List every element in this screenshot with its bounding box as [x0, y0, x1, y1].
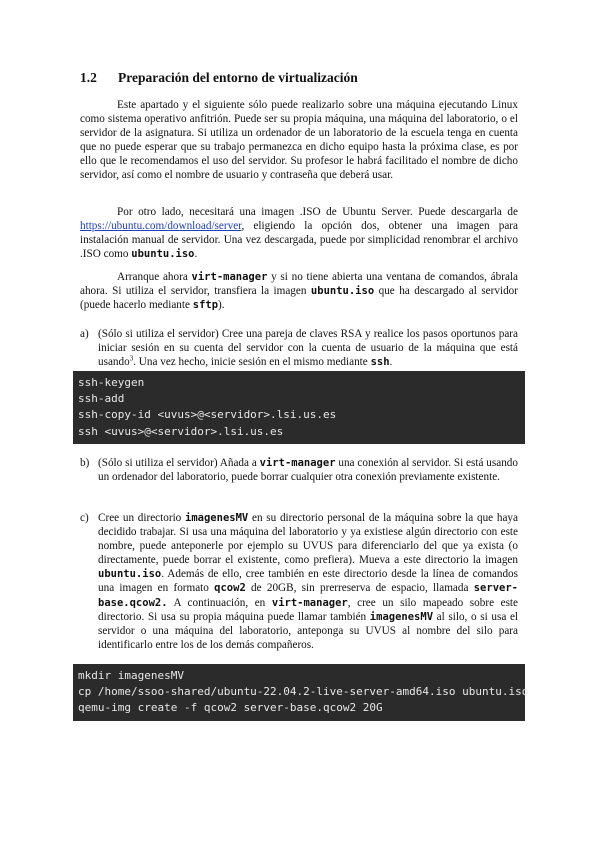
text: que ha descargado al servidor (puede hacerlo mediante — [80, 285, 518, 312]
inline-code-qcow2: qcow2 — [214, 582, 246, 595]
text: (Sólo si utiliza el servidor) Cree una pareja de claves RSA y realice los pasos oportunos para iniciar sesión en su cuenta del servidor con la cuenta de usuario de la máquina que está usando — [98, 328, 518, 369]
list-marker: a) — [80, 328, 89, 340]
text: , cree un silo mapeado sobre este directorio. Si usa su propia máquina puede llamar también — [98, 596, 519, 623]
inline-code-ubuntu-iso: ubuntu.iso — [310, 285, 375, 298]
text: . Además de ello, cree también en este directorio desde la línea de comandos una imagen en formato — [98, 568, 518, 595]
paragraph-virt-manager — [80, 270, 518, 312]
inline-code-virt-manager: virt-manager — [259, 457, 336, 469]
paragraph-intro: Este apartado y el siguiente sólo puede realizarlo sobre una máquina ejecutando Linux como sistema operativo anfitrión. Puede ser su propia máquina, una máquina del laboratorio, o el servidor de la asignatura. Si utiliza un ordenador de un laboratorio de la escuela tenga en cuenta que no puede esperar que su trabajo permanezca en dicho equipo hasta la próxima clase, es por ello que le recomendamos el uso del servidor. Su profesor le habrá facilitado el nombre de dicho servidor, así como el nombre de usuario y contraseña que deberá usar. — [80, 99, 518, 182]
text: , eligiendo la opción dos, obtener una imagen para instalación manual de servidor. Una vez descargada, puede por simplicidad renombrar el archivo .ISO como — [80, 220, 518, 261]
list-item-c — [80, 511, 518, 652]
list-item-a — [80, 327, 518, 369]
text: Cree un directorio — [98, 512, 186, 524]
code-line: ssh-copy-id <uvus>@<servidor>.lsi.us.es — [78, 408, 337, 422]
code-block-ssh — [73, 371, 525, 444]
text: en su directorio personal de la máquina sobre la que haya decidido trabajar. Si usa una máquina del laboratorio y ya existiese algún directorio con este nombre, puede anteponerle por ejemplo su UVUS para diferenciarlo del que ya exista (o directamente, puede borrar el existente, como prefiera). Mueva a este directorio la imagen — [98, 512, 518, 567]
inline-code-virt-manager: virt-manager — [191, 271, 268, 283]
text: Por otro lado, necesitará una imagen .ISO de Ubuntu Server. Puede descargarla de — [117, 206, 518, 218]
text: A continuación, en — [167, 596, 272, 609]
code-line: ssh-add — [78, 392, 125, 406]
text: . — [389, 356, 393, 369]
inline-code-server-base: server-base.qcow2. — [98, 582, 518, 609]
text: ). — [218, 299, 225, 312]
code-line: qemu-img create -f qcow2 server-base.qcow2 20G — [78, 701, 383, 715]
list-item-b — [80, 456, 518, 484]
code-line: mkdir imagenesMV — [78, 669, 184, 682]
text: y si no tiene abierta una ventana de comandos, ábrala ahora. Si utiliza el servidor, transfiera la imagen — [80, 271, 518, 298]
footnote-ref[interactable]: 3 — [129, 354, 134, 363]
text: Arranque ahora — [117, 271, 192, 283]
inline-code-ubuntu-iso: ubuntu.iso — [131, 248, 195, 261]
text: . — [194, 248, 198, 261]
text: (Sólo si utiliza el servidor) Añada a — [98, 457, 260, 469]
text: de 20GB, sin prerreserva de espacio, llamada — [245, 582, 474, 595]
inline-code-virt-manager: virt-manager — [271, 596, 348, 609]
code-line: cp /home/ssoo-shared/ubuntu-22.04.2-live-server-amd64.iso ubuntu.iso — [78, 685, 529, 699]
list-marker: b) — [80, 457, 90, 469]
text: . Una vez hecho, inicie sesión en el mismo mediante — [133, 356, 371, 369]
section-number: 1.2 — [80, 70, 97, 85]
inline-code-imagenesmv: imagenesMV — [369, 610, 434, 623]
inline-code-ssh: ssh — [370, 356, 390, 369]
code-block-commands — [73, 664, 529, 721]
text: una conexión al servidor. Si está usando un ordenador del laboratorio, puede borrar cualquier otra conexión previamente existente. — [98, 457, 518, 484]
list-item-text — [98, 511, 518, 652]
code-line: ssh-keygen — [78, 376, 145, 389]
section-heading — [80, 70, 358, 86]
list-marker: c) — [80, 512, 89, 524]
text: al silo, o si usa el servidor o una máquina del laboratorio, anteponga su UVUS al nombre del silo para identificarlo entre los de los demás compañeros. — [98, 610, 519, 651]
inline-code-ubuntu-iso: ubuntu.iso — [98, 568, 162, 581]
ubuntu-download-link[interactable]: https://ubuntu.com/download/server — [80, 220, 242, 233]
list-item-text — [98, 327, 518, 369]
inline-code-imagenesmv: imagenesMV — [185, 512, 249, 524]
paragraph-iso-download — [80, 205, 518, 261]
section-title: Preparación del entorno de virtualización — [118, 70, 358, 85]
inline-code-sftp: sftp — [192, 299, 219, 312]
list-item-text — [98, 456, 518, 484]
code-line: ssh <uvus>@<servidor>.lsi.us.es — [78, 424, 284, 438]
